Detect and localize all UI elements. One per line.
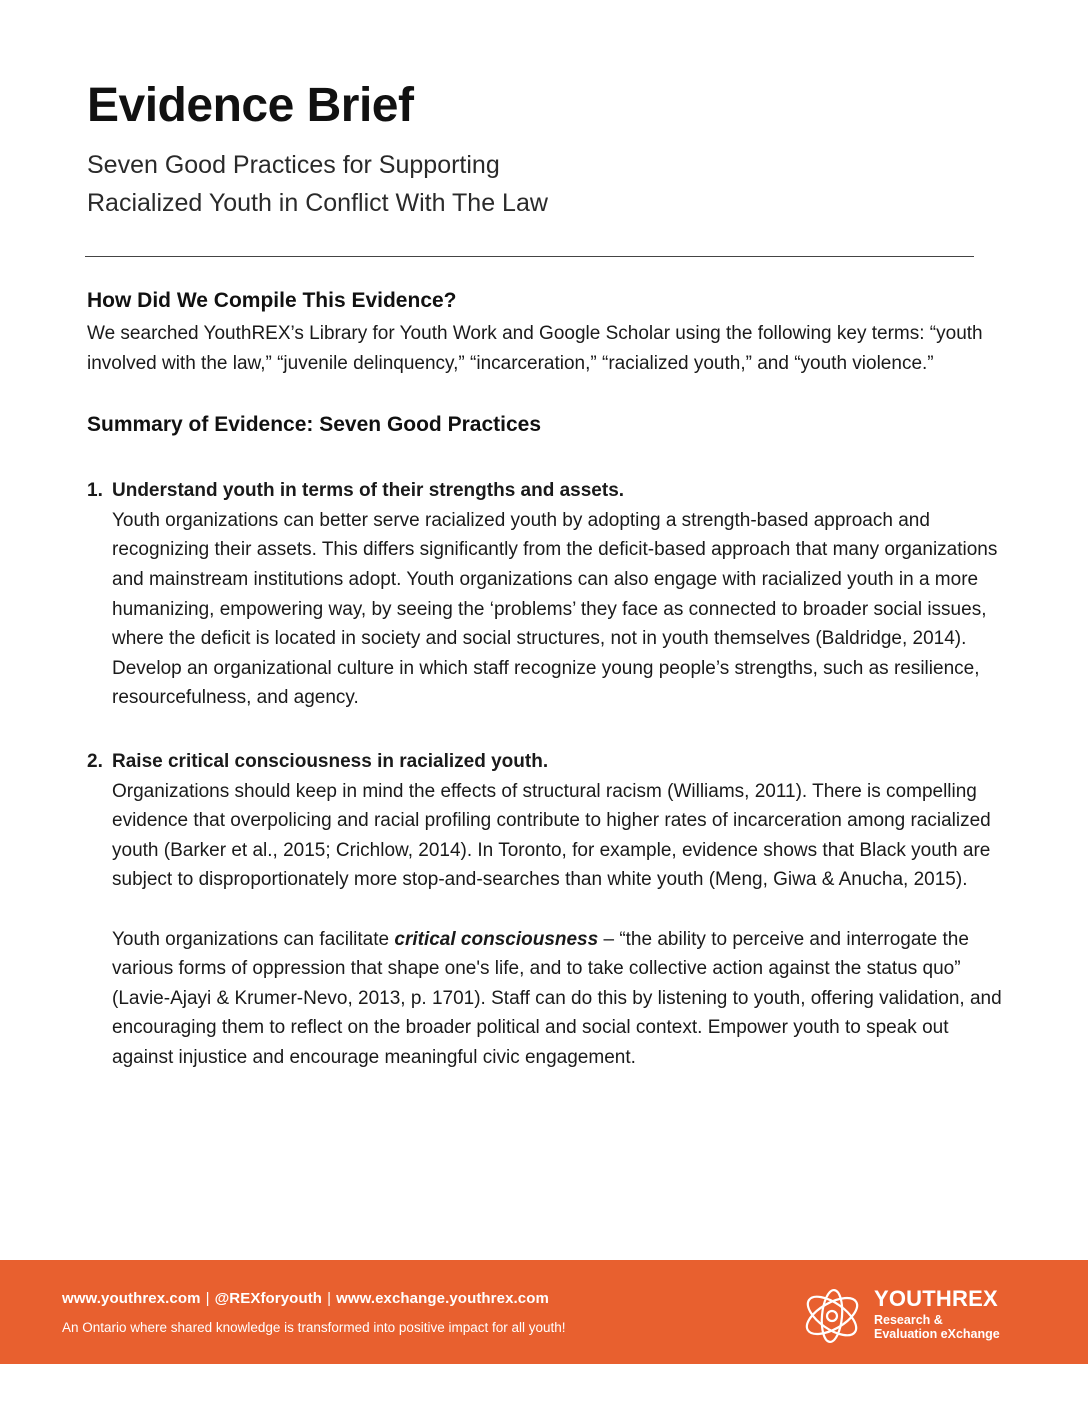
practice-item	[87, 476, 1007, 713]
practice-number: 2.	[87, 750, 103, 772]
brand-subtitle-line-1: Research &	[874, 1313, 943, 1327]
brand-subtitle	[874, 1313, 1000, 1341]
website-link[interactable]: www.youthrex.com	[62, 1290, 201, 1307]
brief-body	[87, 286, 1007, 1072]
footer-links	[62, 1290, 549, 1307]
practice-text: Youth organizations can better serve racialized youth by adopting a strength-based approach and recognizing their assets. This differs significantly from the deficit-based approach that many organizations and mainstream institutions adopt. Youth organizations can also engage with racialized youth in a more humanizing, empowering way, by seeing the ‘problems’ they face as connected to broader social issues, where the deficit is located in society and social structures, not in youth themselves (Baldridge, 2014). Develop an organizational culture in which staff recognize young people’s strengths, such as resilience, resourcefulness, and agency.	[112, 509, 998, 709]
link-separator: |	[205, 1290, 210, 1307]
practice-text-2-start: Youth organizations can facilitate	[112, 928, 395, 950]
subtitle-line-1: Seven Good Practices for Supporting	[87, 151, 500, 179]
subtitle-line-2: Racialized Youth in Conflict With The Law	[87, 189, 548, 217]
exchange-link[interactable]: www.exchange.youthrex.com	[336, 1290, 549, 1307]
practice-text-2-end: – “the ability to perceive and interrogate the various forms of oppression that shape one's life, and to take collective action against the status quo” (Lavie-Ajayi & Krumer-Nevo, 2013, p. 1701). Staff can do this by listening to youth, offering validation, and encouraging them to reflect on the broader political and social context. Empower youth to speak out against injustice and encourage meaningful civic engagement.	[112, 928, 1002, 1068]
practice-heading: Raise critical consciousness in racialized youth.	[112, 750, 549, 772]
brand-subtitle-line-2: Evaluation eXchange	[874, 1327, 1000, 1341]
compile-heading: How Did We Compile This Evidence?	[87, 289, 457, 312]
practice-item	[87, 747, 1007, 1073]
key-term: critical consciousness	[394, 928, 599, 950]
summary-heading: Summary of Evidence: Seven Good Practices	[87, 413, 542, 437]
youthrex-logo	[800, 1284, 1030, 1344]
link-separator: |	[327, 1290, 332, 1307]
brand-name: YOUTHREX	[874, 1286, 998, 1311]
practice-text: Organizations should keep in mind the effects of structural racism (Williams, 2011). There is compelling evidence that overpolicing and racial profiling contribute to higher rates of incarceration among racialized youth (Barker et al., 2015; Crichlow, 2014). In Toronto, for example, evidence shows that Black youth are subject to disproportionately more stop-and-searches than white youth (Meng, Giwa & Anucha, 2015).	[112, 780, 991, 891]
practice-heading: Understand youth in terms of their strengths and assets.	[112, 480, 625, 502]
practice-number: 1.	[87, 480, 103, 502]
title-divider	[85, 256, 974, 257]
footer-banner	[0, 1260, 1088, 1364]
orbit-logo-icon	[800, 1284, 864, 1348]
practice-text-2	[112, 925, 1007, 1073]
compile-text: We searched YouthREX’s Library for Youth Work and Google Scholar using the following key terms: “youth involved with the law,” “juvenile delinquency,” “incarceration,” “racialized youth,” and “youth violence.”	[87, 323, 983, 374]
page-title: Evidence Brief	[87, 79, 414, 132]
twitter-link[interactable]: @REXforyouth	[214, 1290, 323, 1307]
page-subtitle	[87, 146, 847, 222]
page-bottom-margin	[0, 1364, 1088, 1408]
footer-tagline: An Ontario where shared knowledge is transformed into positive impact for all youth!	[62, 1320, 566, 1335]
